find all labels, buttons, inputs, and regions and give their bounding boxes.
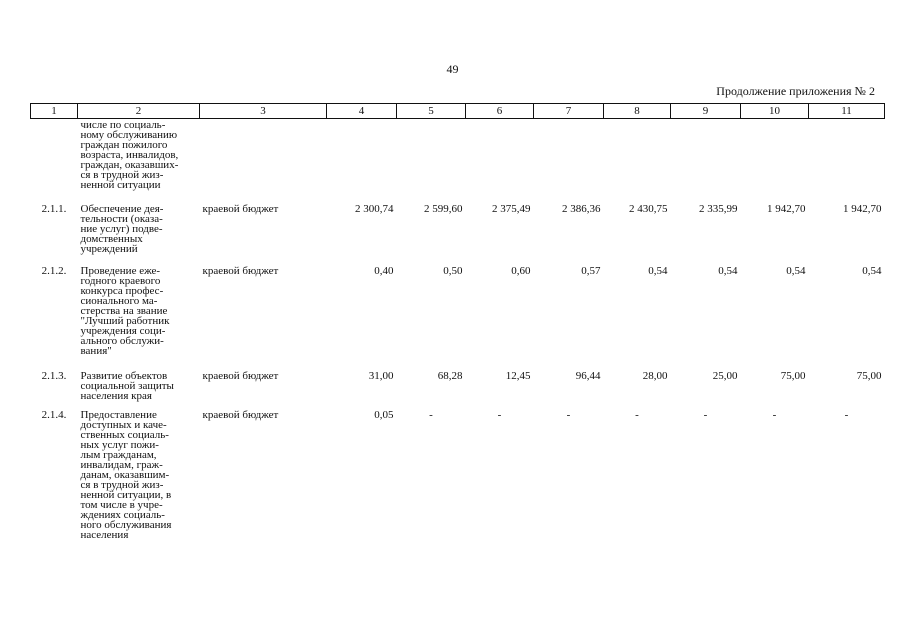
header-col-4: 4 (327, 104, 397, 119)
row-value-col-11: - (844, 409, 849, 421)
row-source: краевой бюджет (202, 265, 279, 277)
row-value-col-6: 2 375,49 (492, 203, 531, 215)
row-value-col-4: 2 300,74 (355, 203, 394, 215)
row-value-col-11: 0,54 (862, 265, 882, 277)
row-value-col-10: 1 942,70 (767, 203, 806, 215)
row-name: Обеспечение дея- тельности (оказа- ние услуг) подве- домственных учреждений (80, 203, 164, 255)
row-value-col-5: 2 599,60 (424, 203, 463, 215)
row-value-col-9: 2 335,99 (699, 203, 738, 215)
row-value-col-8: 0,54 (648, 265, 668, 277)
row-value-col-4: 0,40 (374, 265, 394, 277)
page-number: 49 (446, 62, 459, 76)
appendix-table (30, 103, 885, 540)
header-col-6: 6 (466, 104, 534, 119)
row-name: Предоставление доступных и каче- ственных социаль- ных услуг пожи- лым гражданам, инвалидам, граж- данам, оказавшим- ся в трудной жиз- ненной ситуации, в том числе в учре- ждениях социаль- ного обслуживания населения (80, 409, 172, 541)
header-col-2: 2 (78, 104, 200, 119)
row-value-col-9: 25,00 (712, 370, 738, 382)
row-source: краевой бюджет (202, 409, 279, 421)
header-col-9: 9 (671, 104, 741, 119)
row-number: 2.1.4. (41, 409, 67, 421)
row-value-col-6: 12,45 (505, 370, 531, 382)
row-name-cell (78, 119, 200, 199)
row-value-col-8: 2 430,75 (629, 203, 668, 215)
row-name: Проведение еже- годного краевого конкурса профес- сионального ма- стерства на звание "Лучший работник учреждения соци- ального обслужи- вания" (80, 265, 170, 357)
row-value-col-9: - (703, 409, 708, 421)
table-row (31, 365, 885, 404)
row-value-col-6: 0,60 (511, 265, 531, 277)
row-value-col-7: - (566, 409, 571, 421)
table-row (31, 198, 885, 260)
row-number: 2.1.2. (41, 265, 67, 277)
row-name-cell (78, 404, 200, 540)
row-name: числе по социаль- ному обслуживанию граждан пожилого возраста, инвалидов, граждан, оказавших- ся в трудной жиз- ненной ситуации (80, 119, 179, 191)
row-name-cell (78, 365, 200, 404)
header-col-3: 3 (200, 104, 327, 119)
table-row (31, 404, 885, 540)
header-row (31, 104, 885, 119)
row-source: краевой бюджет (202, 203, 279, 215)
row-number: 2.1.1. (41, 203, 67, 215)
row-number: 2.1.3. (41, 370, 67, 382)
row-value-col-6: - (497, 409, 502, 421)
row-value-col-11: 1 942,70 (843, 203, 882, 215)
row-value-col-5: 68,28 (437, 370, 463, 382)
table-row-continuation (31, 119, 885, 199)
row-value-col-9: 0,54 (718, 265, 738, 277)
row-source: краевой бюджет (202, 370, 279, 382)
row-value-col-8: - (635, 409, 639, 421)
row-value-col-5: 0,50 (443, 265, 463, 277)
row-name: Развитие объектов социальной защиты населения края (80, 370, 174, 402)
header-col-7: 7 (534, 104, 604, 119)
header-col-1: 1 (31, 104, 78, 119)
header-col-8: 8 (604, 104, 671, 119)
row-value-col-10: - (772, 409, 777, 421)
header-col-10: 10 (741, 104, 809, 119)
row-name-cell (78, 260, 200, 365)
row-name-cell (78, 198, 200, 260)
row-value-col-10: 75,00 (780, 370, 806, 382)
row-value-col-8: 28,00 (642, 370, 668, 382)
row-value-col-5: - (429, 409, 433, 421)
row-value-col-10: 0,54 (786, 265, 806, 277)
row-value-col-7: 96,44 (575, 370, 601, 382)
row-value-col-11: 75,00 (856, 370, 882, 382)
header-col-5: 5 (397, 104, 466, 119)
row-value-col-7: 0,57 (581, 265, 601, 277)
row-value-col-4: 0,05 (374, 409, 394, 421)
row-value-col-7: 2 386,36 (562, 203, 601, 215)
continuation-label: Продолжение приложения № 2 (716, 84, 875, 98)
row-value-col-4: 31,00 (368, 370, 394, 382)
table-row (31, 260, 885, 365)
header-col-11: 11 (809, 104, 885, 119)
